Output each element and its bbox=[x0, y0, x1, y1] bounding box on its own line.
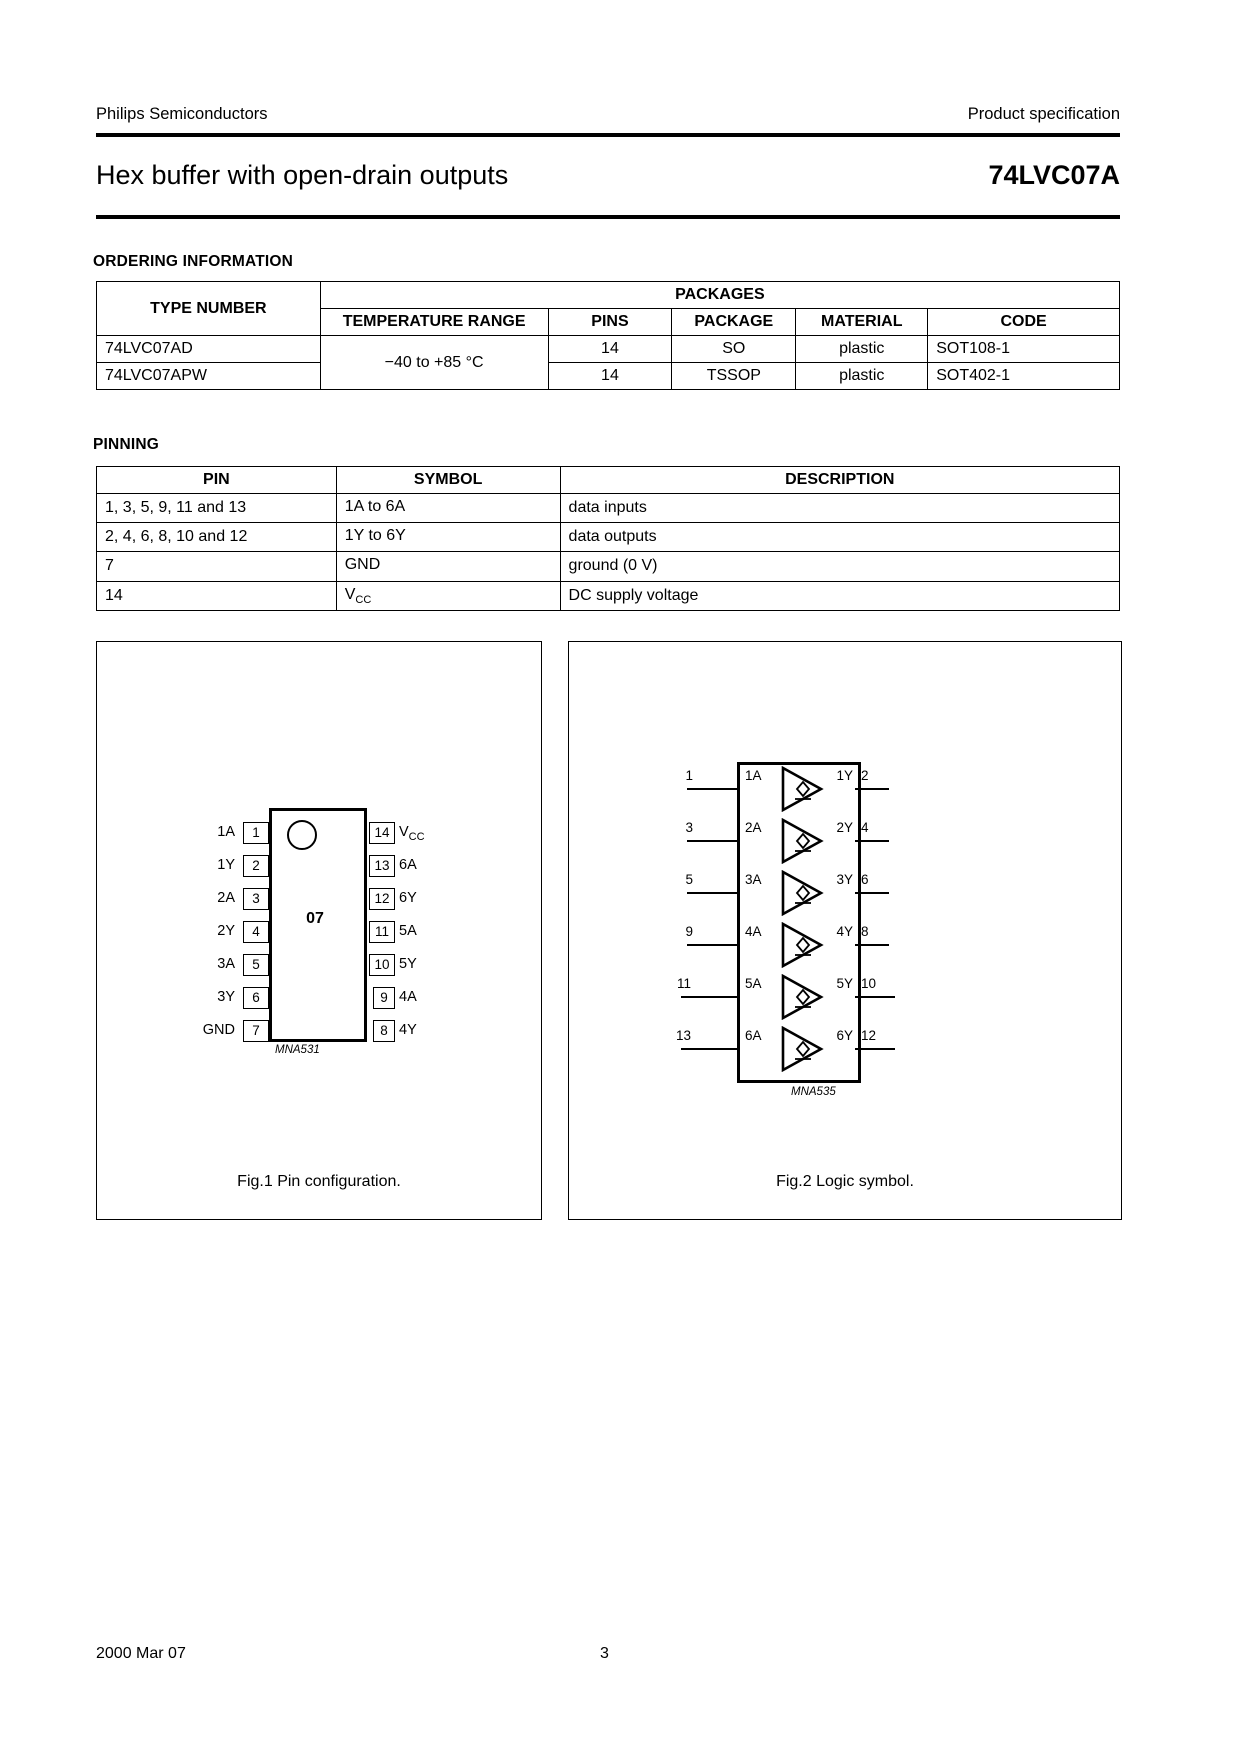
col-code: CODE bbox=[928, 309, 1120, 336]
ordering-information-heading: ORDERING INFORMATION bbox=[93, 253, 294, 270]
input-pin-number: 11 bbox=[676, 976, 691, 991]
col-temperature-range: TEMPERATURE RANGE bbox=[320, 309, 548, 336]
pin-label-text: GND bbox=[202, 1022, 235, 1038]
pin-label-text: V bbox=[399, 824, 409, 840]
table-row bbox=[97, 581, 1120, 610]
cell-pin: 1, 3, 5, 9, 11 and 13 bbox=[97, 494, 337, 523]
output-lead bbox=[855, 1048, 895, 1050]
input-lead bbox=[687, 788, 739, 790]
drawing-id: MNA535 bbox=[791, 1086, 836, 1098]
cell-pin: 7 bbox=[97, 552, 337, 581]
input-label: 3A bbox=[745, 872, 762, 887]
pin-label bbox=[173, 822, 235, 842]
table-header-row bbox=[97, 282, 1120, 309]
symbol-text: V bbox=[344, 585, 356, 603]
table-row bbox=[97, 523, 1120, 552]
dip-package-drawing bbox=[97, 642, 541, 1219]
pin-label-text: 2A bbox=[217, 890, 235, 906]
input-pin-number: 3 bbox=[685, 820, 693, 835]
pin-label bbox=[399, 921, 475, 941]
col-pins: PINS bbox=[548, 309, 672, 336]
output-pin-number: 8 bbox=[861, 924, 869, 939]
input-label: 4A bbox=[745, 924, 762, 939]
pin-number: 14 bbox=[369, 822, 395, 844]
pin-label bbox=[173, 954, 235, 974]
figure-caption: Fig.2 Logic symbol. bbox=[776, 1173, 914, 1190]
cell-description: ground (0 V) bbox=[560, 552, 1119, 581]
output-label: 2Y bbox=[836, 820, 853, 835]
symbol-text: 1A to 6A bbox=[344, 498, 406, 515]
page-title: Hex buffer with open-drain outputs bbox=[96, 160, 509, 190]
cell-description: data inputs bbox=[560, 494, 1119, 523]
pin-label bbox=[153, 1020, 235, 1040]
part-number: 74LVC07A bbox=[988, 160, 1120, 190]
input-lead bbox=[681, 996, 739, 998]
pinning-heading: PINNING bbox=[93, 436, 159, 453]
title-divider bbox=[96, 215, 1120, 219]
col-material: MATERIAL bbox=[796, 309, 928, 336]
input-pin-number: 5 bbox=[685, 872, 693, 887]
pin-number: 10 bbox=[369, 954, 395, 976]
symbol-subscript: CC bbox=[355, 593, 372, 606]
pin-label bbox=[173, 987, 235, 1007]
cell-symbol bbox=[336, 523, 560, 552]
pin-label bbox=[399, 987, 475, 1007]
pin-number: 1 bbox=[243, 822, 269, 844]
title-row bbox=[96, 160, 1120, 191]
pin-label bbox=[399, 954, 475, 974]
footer-date: 2000 Mar 07 bbox=[96, 1645, 186, 1662]
pin-label-text: 6Y bbox=[399, 890, 417, 906]
pin-label-text: 5Y bbox=[399, 956, 417, 972]
output-label: 3Y bbox=[836, 872, 853, 887]
input-lead bbox=[687, 944, 739, 946]
output-label: 4Y bbox=[836, 924, 853, 939]
input-lead bbox=[687, 840, 739, 842]
output-label: 6Y bbox=[836, 1028, 853, 1043]
output-lead bbox=[855, 840, 889, 842]
pin-label-text: 4A bbox=[399, 989, 417, 1005]
cell-symbol bbox=[336, 552, 560, 581]
cell-type-number: 74LVC07AD bbox=[97, 336, 321, 363]
input-lead bbox=[687, 892, 739, 894]
pin-label-text: 3A bbox=[217, 956, 235, 972]
pin-label-subscript: CC bbox=[408, 830, 425, 843]
pin-number: 8 bbox=[373, 1020, 395, 1042]
ordering-information-table bbox=[96, 281, 1120, 390]
output-pin-number: 12 bbox=[861, 1028, 877, 1043]
output-lead bbox=[855, 892, 889, 894]
document-type: Product specification bbox=[967, 105, 1120, 123]
table-row bbox=[97, 552, 1120, 581]
cell-pin: 14 bbox=[97, 581, 337, 610]
pin-number: 9 bbox=[373, 987, 395, 1009]
company-name: Philips Semiconductors bbox=[96, 105, 268, 123]
cell-type-number: 74LVC07APW bbox=[97, 363, 321, 390]
pin-label-text: 3Y bbox=[217, 989, 235, 1005]
output-pin-number: 6 bbox=[861, 872, 869, 887]
pin-label bbox=[399, 855, 475, 875]
table-row bbox=[97, 336, 1120, 363]
figure-logic-symbol bbox=[568, 641, 1122, 1220]
pin-label-text: 1Y bbox=[217, 857, 235, 873]
pin-label-text: 5A bbox=[399, 923, 417, 939]
cell-code: SOT108-1 bbox=[928, 336, 1120, 363]
output-pin-number: 10 bbox=[861, 976, 877, 991]
page-header bbox=[96, 105, 1120, 124]
pin-number: 5 bbox=[243, 954, 269, 976]
cell-description: data outputs bbox=[560, 523, 1119, 552]
input-label: 1A bbox=[745, 768, 762, 783]
pin-label bbox=[399, 822, 475, 842]
package-marking: 07 bbox=[306, 910, 324, 927]
cell-symbol bbox=[336, 494, 560, 523]
col-packages-group: PACKAGES bbox=[320, 282, 1119, 309]
col-package: PACKAGE bbox=[672, 309, 796, 336]
input-pin-number: 1 bbox=[685, 768, 693, 783]
input-pin-number: 9 bbox=[685, 924, 693, 939]
pin-number: 3 bbox=[243, 888, 269, 910]
pin-label bbox=[173, 855, 235, 875]
cell-code: SOT402-1 bbox=[928, 363, 1120, 390]
col-description: DESCRIPTION bbox=[560, 467, 1119, 494]
footer-page-number: 3 bbox=[600, 1645, 609, 1662]
cell-package: TSSOP bbox=[672, 363, 796, 390]
figure-pin-configuration bbox=[96, 641, 542, 1220]
pin-label bbox=[173, 888, 235, 908]
cell-pins: 14 bbox=[548, 363, 672, 390]
pin-label-text: 2Y bbox=[217, 923, 235, 939]
cell-material: plastic bbox=[796, 363, 928, 390]
col-type-number: TYPE NUMBER bbox=[97, 282, 321, 336]
cell-material: plastic bbox=[796, 336, 928, 363]
output-label: 1Y bbox=[836, 768, 853, 783]
output-label: 5Y bbox=[836, 976, 853, 991]
cell-pin: 2, 4, 6, 8, 10 and 12 bbox=[97, 523, 337, 552]
pin-number: 4 bbox=[243, 921, 269, 943]
header-divider bbox=[96, 133, 1120, 137]
input-pin-number: 13 bbox=[675, 1028, 691, 1043]
symbol-text: 1Y to 6Y bbox=[344, 527, 406, 545]
output-pin-number: 2 bbox=[861, 768, 869, 783]
pin-label-text: 6A bbox=[399, 857, 417, 873]
cell-temperature-range: −40 to +85 °C bbox=[320, 336, 548, 390]
symbol-text: GND bbox=[344, 556, 381, 574]
cell-package: SO bbox=[672, 336, 796, 363]
pin-number: 11 bbox=[369, 921, 395, 943]
pin-number: 6 bbox=[243, 987, 269, 1009]
pin-number: 2 bbox=[243, 855, 269, 877]
output-lead bbox=[855, 996, 895, 998]
pin-label-text: 1A bbox=[217, 824, 235, 840]
pin-label bbox=[399, 1020, 475, 1040]
table-row bbox=[97, 494, 1120, 523]
logic-symbol-drawing bbox=[569, 642, 1121, 1219]
input-label: 5A bbox=[745, 976, 762, 991]
table-header-row bbox=[97, 467, 1120, 494]
output-lead bbox=[855, 944, 889, 946]
table-row bbox=[97, 363, 1120, 390]
figure-caption: Fig.1 Pin configuration. bbox=[237, 1173, 401, 1190]
output-pin-number: 4 bbox=[861, 820, 869, 835]
output-lead bbox=[855, 788, 889, 790]
cell-symbol bbox=[336, 581, 560, 610]
input-lead bbox=[681, 1048, 739, 1050]
input-label: 2A bbox=[745, 820, 762, 835]
pin1-marker-icon bbox=[287, 820, 317, 850]
pin-label bbox=[399, 888, 475, 908]
col-pin: PIN bbox=[97, 467, 337, 494]
pinning-table bbox=[96, 466, 1120, 611]
pin-label bbox=[173, 921, 235, 941]
drawing-id: MNA531 bbox=[275, 1044, 320, 1056]
pin-label-text: 4Y bbox=[399, 1022, 417, 1038]
col-symbol: SYMBOL bbox=[336, 467, 560, 494]
pin-number: 12 bbox=[369, 888, 395, 910]
cell-description: DC supply voltage bbox=[560, 581, 1119, 610]
pin-number: 7 bbox=[243, 1020, 269, 1042]
input-label: 6A bbox=[745, 1028, 762, 1043]
cell-pins: 14 bbox=[548, 336, 672, 363]
pin-number: 13 bbox=[369, 855, 395, 877]
